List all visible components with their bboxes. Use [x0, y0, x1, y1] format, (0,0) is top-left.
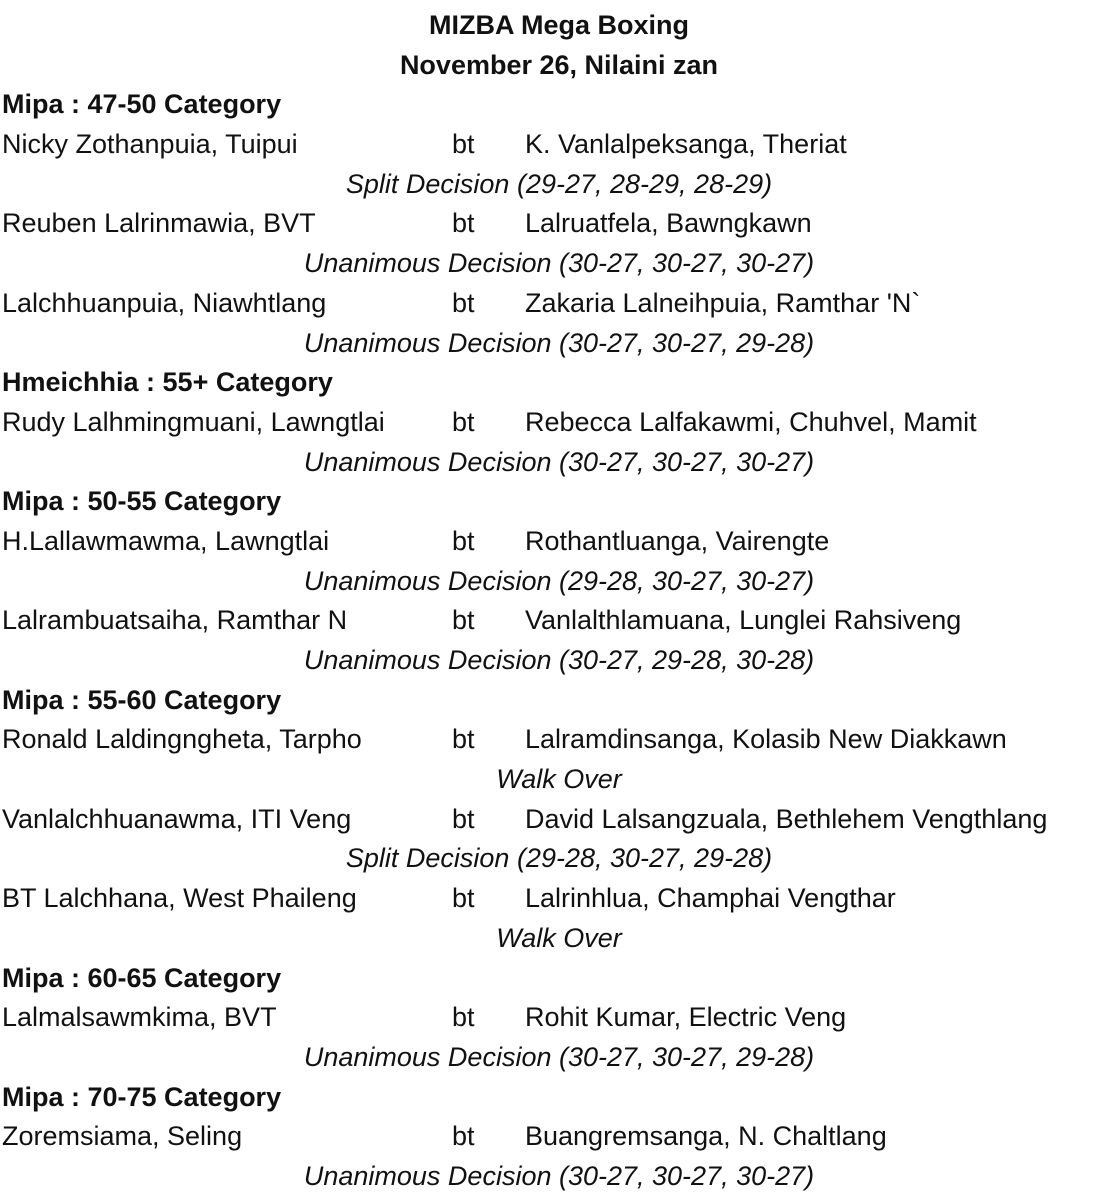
bout-result: Unanimous Decision (30-27, 30-27, 30-27): [303, 446, 815, 477]
results-document: [0, 6, 1118, 1197]
winner-name: Ronald Laldingngheta, Tarpho: [2, 724, 362, 755]
bout-row: [0, 879, 1118, 919]
category-heading: Mipa : 47-50 Category: [2, 89, 282, 120]
beat-label: bt: [452, 605, 475, 636]
beat-label: bt: [452, 883, 475, 914]
loser-name: Vanlalthlamuana, Lunglei Rahsiveng: [525, 605, 962, 636]
winner-name: Vanlalchhuanawma, ITI Veng: [2, 803, 352, 834]
category-heading: Mipa : 60-65 Category: [2, 962, 282, 993]
beat-label: bt: [452, 287, 475, 318]
bout-result: Unanimous Decision (30-27, 30-27, 29-28): [303, 1041, 815, 1072]
loser-name: Rebecca Lalfakawmi, Chuhvel, Mamit: [525, 406, 977, 437]
winner-name: H.Lallawmawma, Lawngtlai: [2, 525, 330, 556]
winner-name: Lalmalsawmkima, BVT: [2, 1002, 277, 1033]
bout-row: [0, 204, 1118, 244]
bout-row: [0, 1117, 1118, 1157]
bout-result: Unanimous Decision (30-27, 29-28, 30-28): [303, 645, 815, 675]
bout-row: [0, 998, 1118, 1038]
bout-result: Unanimous Decision (30-27, 30-27, 30-27): [303, 1160, 815, 1191]
bout-row: [0, 125, 1118, 165]
winner-name: Reuben Lalrinmawia, BVT: [2, 208, 316, 239]
loser-name: Lalramdinsanga, Kolasib New Diakkawn: [525, 724, 1007, 755]
category-heading: Hmeichhia : 55+ Category: [2, 367, 333, 398]
bout-row: [0, 800, 1118, 840]
winner-name: Zoremsiama, Seling: [2, 1121, 243, 1152]
beat-label: bt: [452, 724, 475, 755]
winner-name: BT Lalchhana, West Phaileng: [2, 883, 357, 914]
loser-name: Lalrinhlua, Champhai Vengthar: [525, 883, 896, 914]
beat-label: bt: [452, 208, 475, 239]
loser-name: K. Vanlalpeksanga, Theriat: [525, 129, 847, 160]
loser-name: Rohit Kumar, Electric Veng: [525, 1002, 847, 1033]
bout-row: [0, 601, 1118, 641]
category-heading: Mipa : 50-55 Category: [2, 486, 282, 517]
bout-result: Unanimous Decision (30-27, 30-27, 30-27): [303, 248, 815, 279]
beat-label: bt: [452, 129, 475, 160]
loser-name: Lalruatfela, Bawngkawn: [525, 208, 812, 239]
beat-label: bt: [452, 525, 475, 556]
bout-row: [0, 522, 1118, 562]
beat-label: bt: [452, 406, 475, 437]
winner-name: Lalrambuatsaiha, Ramthar N: [2, 605, 348, 636]
beat-label: bt: [452, 803, 475, 834]
event-date: November 26, Nilaini zan: [399, 49, 719, 80]
bout-result: Walk Over: [496, 922, 622, 953]
beat-label: bt: [452, 1002, 475, 1033]
page-title: MIZBA Mega Boxing: [429, 10, 689, 40]
bout-result: Split Decision (29-27, 28-29, 28-29): [345, 168, 773, 199]
bout-result: Unanimous Decision (30-27, 30-27, 29-28): [303, 327, 815, 358]
winner-name: Nicky Zothanpuia, Tuipui: [2, 129, 298, 160]
loser-name: Zakaria Lalneihpuia, Ramthar 'N`: [525, 287, 921, 318]
bout-row: [0, 284, 1118, 324]
beat-label: bt: [452, 1121, 475, 1152]
bout-result: Split Decision (29-28, 30-27, 29-28): [345, 843, 773, 874]
loser-name: Rothantluanga, Vairengte: [525, 525, 830, 556]
bout-result: Unanimous Decision (29-28, 30-27, 30-27): [303, 565, 815, 596]
bout-row: [0, 720, 1118, 760]
loser-name: David Lalsangzuala, Bethlehem Vengthlang: [525, 803, 1048, 834]
loser-name: Buangremsanga, N. Chaltlang: [525, 1121, 887, 1152]
category-heading: Mipa : 55-60 Category: [2, 684, 282, 715]
bout-result: Walk Over: [496, 764, 622, 795]
category-heading: Mipa : 70-75 Category: [2, 1081, 282, 1112]
winner-name: Lalchhuanpuia, Niawhtlang: [2, 287, 327, 318]
bout-row: [0, 403, 1118, 443]
winner-name: Rudy Lalhmingmuani, Lawngtlai: [2, 406, 385, 437]
results-list: [0, 85, 1118, 1196]
